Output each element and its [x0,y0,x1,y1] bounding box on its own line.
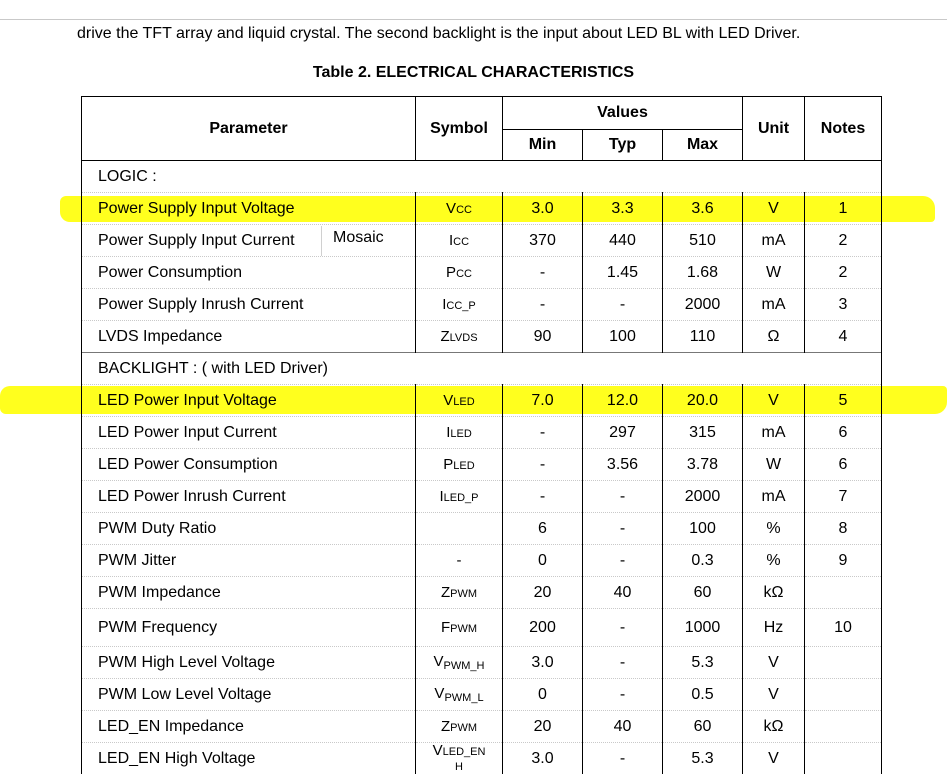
symbol-subscript: LED [450,428,472,440]
typ-cell: - [583,743,663,775]
min-cell: 370 [503,225,583,257]
min-cell: - [503,417,583,449]
header-min: Min [503,130,583,161]
symbol-main: P [443,456,454,473]
note-cell: 2 [805,257,882,289]
note-cell [805,647,882,679]
mosaic-overlay-label: Mosaic [333,229,384,246]
parameter-cell: Power Supply Input Voltage [82,193,416,225]
min-cell: 20 [503,577,583,609]
section-row-logic [82,161,882,193]
header-max: Max [663,130,743,161]
symbol-subscript: LED [453,396,475,408]
min-cell: - [503,449,583,481]
parameter-cell: Power Consumption [82,257,416,289]
typ-cell: - [583,481,663,513]
symbol-cell [416,417,503,449]
symbol-subscript: PWM [450,588,478,600]
symbol-subscript: PWM [450,623,478,635]
note-cell [805,743,882,775]
typ-cell: 3.56 [583,449,663,481]
table-row [82,609,882,647]
parameter-cell: LED Power Consumption [82,449,416,481]
unit-cell: Hz [743,609,805,647]
min-cell: 200 [503,609,583,647]
unit-cell: kΩ [743,711,805,743]
min-cell: 0 [503,545,583,577]
table-row [82,257,882,289]
typ-cell: 1.45 [583,257,663,289]
typ-cell: - [583,647,663,679]
header-notes: Notes [805,97,882,161]
note-cell: 7 [805,481,882,513]
typ-cell: - [583,513,663,545]
note-cell: 2 [805,225,882,257]
parameter-cell: LVDS Impedance [82,321,416,353]
max-cell: 2000 [663,481,743,513]
parameter-cell: PWM Impedance [82,577,416,609]
max-cell: 5.3 [663,647,743,679]
typ-cell: - [583,609,663,647]
symbol-subscript: CC [456,268,472,280]
note-cell: 4 [805,321,882,353]
symbol-cell [416,513,503,545]
unit-cell: Ω [743,321,805,353]
unit-cell: W [743,257,805,289]
symbol-subscript: LVDS [449,332,478,344]
typ-cell: - [583,545,663,577]
parameter-cell: LED_EN High Voltage [82,743,416,775]
symbol-subscript: LED_P [443,492,479,504]
unit-cell: W [743,449,805,481]
max-cell: 3.78 [663,449,743,481]
symbol-cell [416,647,503,679]
typ-cell: 297 [583,417,663,449]
section-row-backlight [82,353,882,385]
note-cell [805,711,882,743]
symbol-subscript: CC [456,204,472,216]
note-cell: 5 [805,385,882,417]
symbol-subscript: PWM_L [444,692,484,704]
symbol-main: I [448,232,454,249]
note-cell [805,577,882,609]
min-cell: 90 [503,321,583,353]
parameter-cell: PWM Duty Ratio [82,513,416,545]
min-cell: - [503,289,583,321]
max-cell: 60 [663,711,743,743]
symbol-main: - [456,552,462,569]
table-caption: Table 2. ELECTRICAL CHARACTERISTICS [312,64,635,81]
overlay-divider [321,226,322,256]
table-row [82,321,882,353]
max-cell: 1000 [663,609,743,647]
header-row-top [82,97,882,130]
max-cell: 2000 [663,289,743,321]
symbol-subscript: PWM_H [443,660,485,672]
min-cell: 0 [503,679,583,711]
symbol-cell [416,545,503,577]
table-row [82,513,882,545]
parameter-cell: PWM Jitter [82,545,416,577]
parameter-cell: PWM Frequency [82,609,416,647]
note-cell: 3 [805,289,882,321]
symbol-main: I [442,296,447,313]
min-cell: 3.0 [503,647,583,679]
parameter-cell: Power Supply Inrush Current [82,289,416,321]
min-cell: 7.0 [503,385,583,417]
intro-paragraph: drive the TFT array and liquid crystal. The second backlight is the input about LED BL with LED Driver. [77,25,801,42]
unit-cell: mA [743,225,805,257]
symbol-cell [416,225,503,257]
max-cell: 0.5 [663,679,743,711]
parameter-cell: LED Power Input Voltage [82,385,416,417]
table-row [82,385,882,417]
unit-cell: % [743,513,805,545]
symbol-subscript: CC [453,236,470,248]
table-row [82,449,882,481]
max-cell: 5.3 [663,743,743,775]
logic-section [82,161,882,353]
unit-cell: mA [743,417,805,449]
table-row [82,289,882,321]
symbol-main: I [439,488,444,505]
symbol-main: I [446,424,451,441]
unit-cell: V [743,743,805,775]
symbol-subscript-wrap: H [455,760,463,773]
symbol-main: Z [440,328,450,345]
symbol-cell [416,481,503,513]
symbol-main: V [434,685,445,702]
table-row [82,743,882,775]
symbol-cell [416,257,503,289]
note-cell: 6 [805,417,882,449]
symbol-cell [416,609,503,647]
symbol-subscript: PWM [450,722,478,734]
unit-cell: mA [743,481,805,513]
max-cell: 110 [663,321,743,353]
min-cell: 20 [503,711,583,743]
max-cell: 510 [663,225,743,257]
backlight-section [82,353,882,775]
max-cell: 0.3 [663,545,743,577]
symbol-cell [416,743,503,775]
parameter-cell: PWM Low Level Voltage [82,679,416,711]
table-row [82,679,882,711]
typ-cell: - [583,679,663,711]
symbol-main: V [432,741,443,759]
table-row [82,647,882,679]
note-cell: 9 [805,545,882,577]
table-row [82,481,882,513]
unit-cell: V [743,193,805,225]
max-cell: 60 [663,577,743,609]
symbol-main: Z [440,718,451,735]
parameter-cell: PWM High Level Voltage [82,647,416,679]
table-row [82,225,882,257]
min-cell: 6 [503,513,583,545]
note-cell: 8 [805,513,882,545]
unit-cell: V [743,679,805,711]
header-parameter: Parameter [82,97,416,161]
unit-cell: % [743,545,805,577]
symbol-main: V [446,200,457,217]
unit-cell: mA [743,289,805,321]
min-cell: - [503,481,583,513]
unit-cell: V [743,647,805,679]
max-cell: 1.68 [663,257,743,289]
symbol-cell [416,679,503,711]
max-cell: 315 [663,417,743,449]
parameter-cell: LED_EN Impedance [82,711,416,743]
symbol-cell [416,321,503,353]
symbol-subscript: LED [453,460,475,472]
symbol-subscript: LED_EN [442,745,486,758]
typ-cell: - [583,289,663,321]
header-unit: Unit [743,97,805,161]
header-symbol: Symbol [416,97,503,161]
note-cell: 1 [805,193,882,225]
parameter-cell: LED Power Input Current [82,417,416,449]
table-row [82,577,882,609]
typ-cell: 12.0 [583,385,663,417]
min-cell: 3.0 [503,743,583,775]
header-values: Values [503,97,743,130]
section-label-backlight: BACKLIGHT : ( with LED Driver) [82,353,882,385]
min-cell: 3.0 [503,193,583,225]
symbol-cell [416,289,503,321]
symbol-main: Z [440,584,451,601]
symbol-main: F [440,619,451,636]
symbol-cell [416,577,503,609]
table-row [82,711,882,743]
section-label-logic: LOGIC : [82,161,882,193]
typ-cell: 40 [583,711,663,743]
symbol-main: P [446,264,457,281]
note-cell: 10 [805,609,882,647]
page-top-rule [0,19,947,20]
unit-cell: kΩ [743,577,805,609]
symbol-subscript: CC_P [446,300,476,312]
max-cell: 100 [663,513,743,545]
max-cell: 20.0 [663,385,743,417]
symbol-cell [416,193,503,225]
symbol-cell [416,449,503,481]
table-row [82,193,882,225]
symbol-cell [416,385,503,417]
max-cell: 3.6 [663,193,743,225]
symbol-main: V [433,653,444,670]
symbol-main: V [443,392,454,409]
table-row [82,417,882,449]
unit-cell: V [743,385,805,417]
symbol-cell [416,711,503,743]
typ-cell: 40 [583,577,663,609]
typ-cell: 100 [583,321,663,353]
note-cell [805,679,882,711]
typ-cell: 440 [583,225,663,257]
parameter-cell: Power Supply Input Current [82,225,416,257]
electrical-characteristics-table [81,96,882,774]
note-cell: 6 [805,449,882,481]
table-row [82,545,882,577]
parameter-cell: LED Power Inrush Current [82,481,416,513]
header-typ: Typ [583,130,663,161]
min-cell: - [503,257,583,289]
typ-cell: 3.3 [583,193,663,225]
